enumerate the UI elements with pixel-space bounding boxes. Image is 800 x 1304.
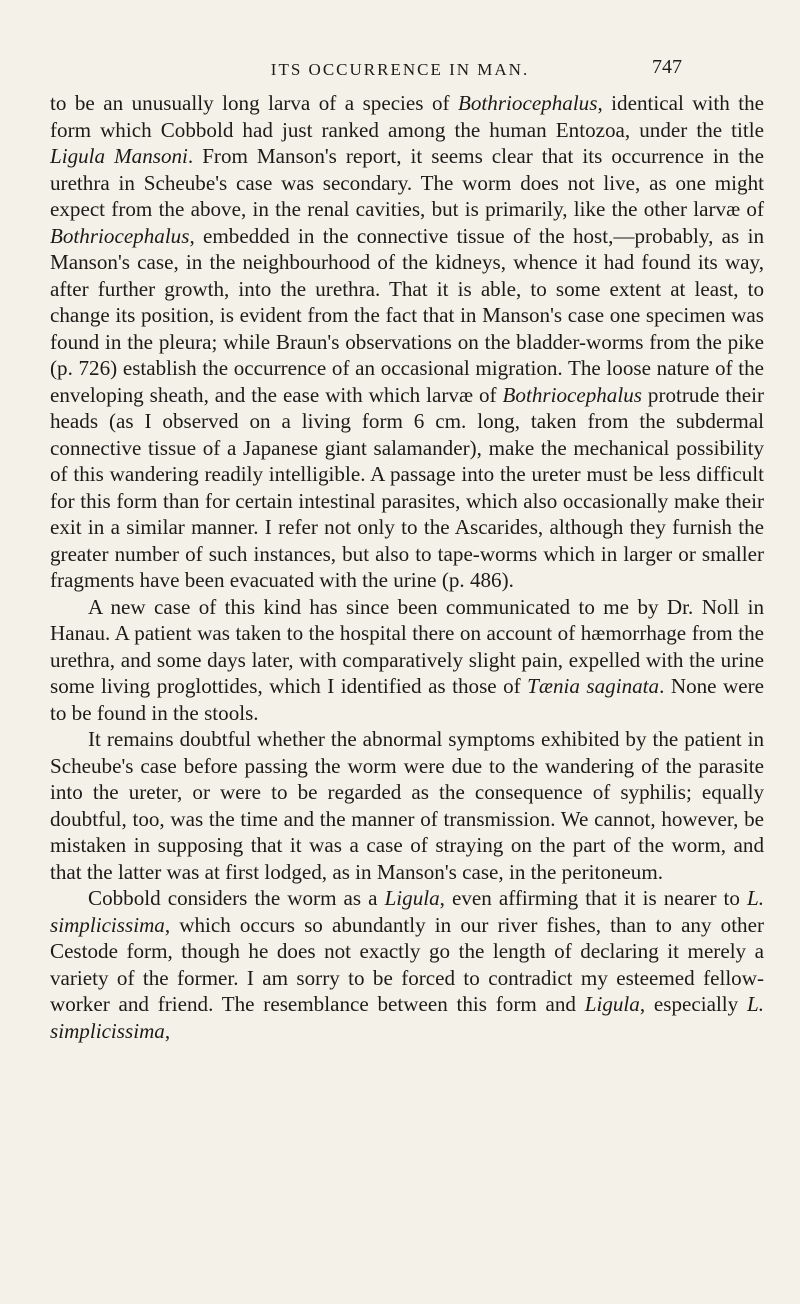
text-run: It remains doubtful whether the abnormal symptoms exhibited by the patient in Scheube's case before passing the worm were due to the wandering of the parasite into the ureter, or were to be regarded as the consequence of syphilis; equally doubtful, too, was the time and the manner of transmission. We cannot, however, be mistaken in supposing that it was a case of straying on the part of the worm, and that the latter was at first lodged, as in Manson's case, in the peritoneum. bbox=[50, 727, 764, 884]
running-head: ITS OCCURRENCE IN MAN. bbox=[270, 60, 530, 79]
text-run: , identical with the form which Cobbold had just ranked among the human Entozoa, under the title bbox=[50, 91, 765, 142]
text-run: , even affirming that it is nearer to bbox=[439, 886, 747, 910]
italic-term: L. simplicissima bbox=[50, 992, 764, 1043]
text-run: Cobbold considers the worm as a bbox=[88, 886, 385, 910]
italic-term: Bothriocephalus bbox=[50, 223, 190, 248]
text-run: to be an unusually long larva of a species of bbox=[50, 91, 458, 115]
italic-term: Ligula bbox=[584, 992, 640, 1016]
text-run: , especially bbox=[639, 992, 747, 1016]
text-run: . None were to be found in the stools. bbox=[50, 674, 764, 725]
text-run: . From Manson's report, it seems clear that its occurrence in the urethra in Scheube's case was secondary. The worm does not live, as one might expect from the above, in the renal cavities, but is primarily, like the other larvæ of bbox=[50, 144, 764, 221]
page-header bbox=[0, 56, 800, 86]
italic-term: Bothriocephalus bbox=[502, 382, 642, 407]
text-run: , which occurs so abundantly in our river fishes, than to any other Cestode form, though he does not exactly go the length of declaring it merely a variety of the former. I am sorry to be forced to contradict my esteemed fellow-worker and friend. The resemblance between this form and bbox=[50, 912, 764, 1016]
text-run: , bbox=[164, 1018, 171, 1043]
italic-term: Ligula Mansoni bbox=[50, 144, 188, 168]
italic-term: Bothriocephalus bbox=[458, 91, 598, 115]
italic-term: Tænia saginata bbox=[527, 674, 660, 698]
text-run: protrude their heads (as I observed on a living form 6 cm. long, taken from the subdermal connective tissue of a Japanese giant salamander), make the mechanical possibility of this wandering readily intelligible. A passage into the ureter must be less difficult for this form than for certain intestinal parasites, which also occasionally make their exit in a similar manner. I refer not only to the Ascarides, although they furnish the greater number of such instances, but also to tape-worms which in larger or smaller fragments have been evacuated with the urine (p. 486). bbox=[50, 382, 764, 592]
paragraph-2 bbox=[50, 594, 764, 727]
paragraph-1 bbox=[50, 90, 764, 594]
text-run: , embedded in the connective tissue of the host,—probably, as in Manson's case, in the neighbourhood of the kidneys, whence it had found its way, after further growth, into the urethra. That it is able, to some extent at least, to change its position, is evident from the fact that in Manson's case one specimen was found in the pleura; while Braun's observations on the bladder-worms from the pike (p. 726) establish the occurrence of an occasional migration. The loose nature of the enveloping sheath, and the ease with which larvæ of bbox=[50, 223, 764, 407]
text-run: A new case of this kind has since been communicated to me by Dr. Noll in Hanau. A patient was taken to the hospital there on account of hæmorrhage from the urethra, and some days later, with comparatively slight pain, expelled with the urine some living proglottides, which I identified as those of bbox=[50, 594, 764, 698]
italic-term: Ligula bbox=[384, 886, 440, 910]
paragraph-4 bbox=[50, 885, 764, 1044]
page-number: 747 bbox=[652, 56, 682, 78]
italic-term: L. simplicissima bbox=[50, 886, 764, 937]
body-text bbox=[50, 90, 764, 1044]
paragraph-3 bbox=[50, 726, 764, 885]
